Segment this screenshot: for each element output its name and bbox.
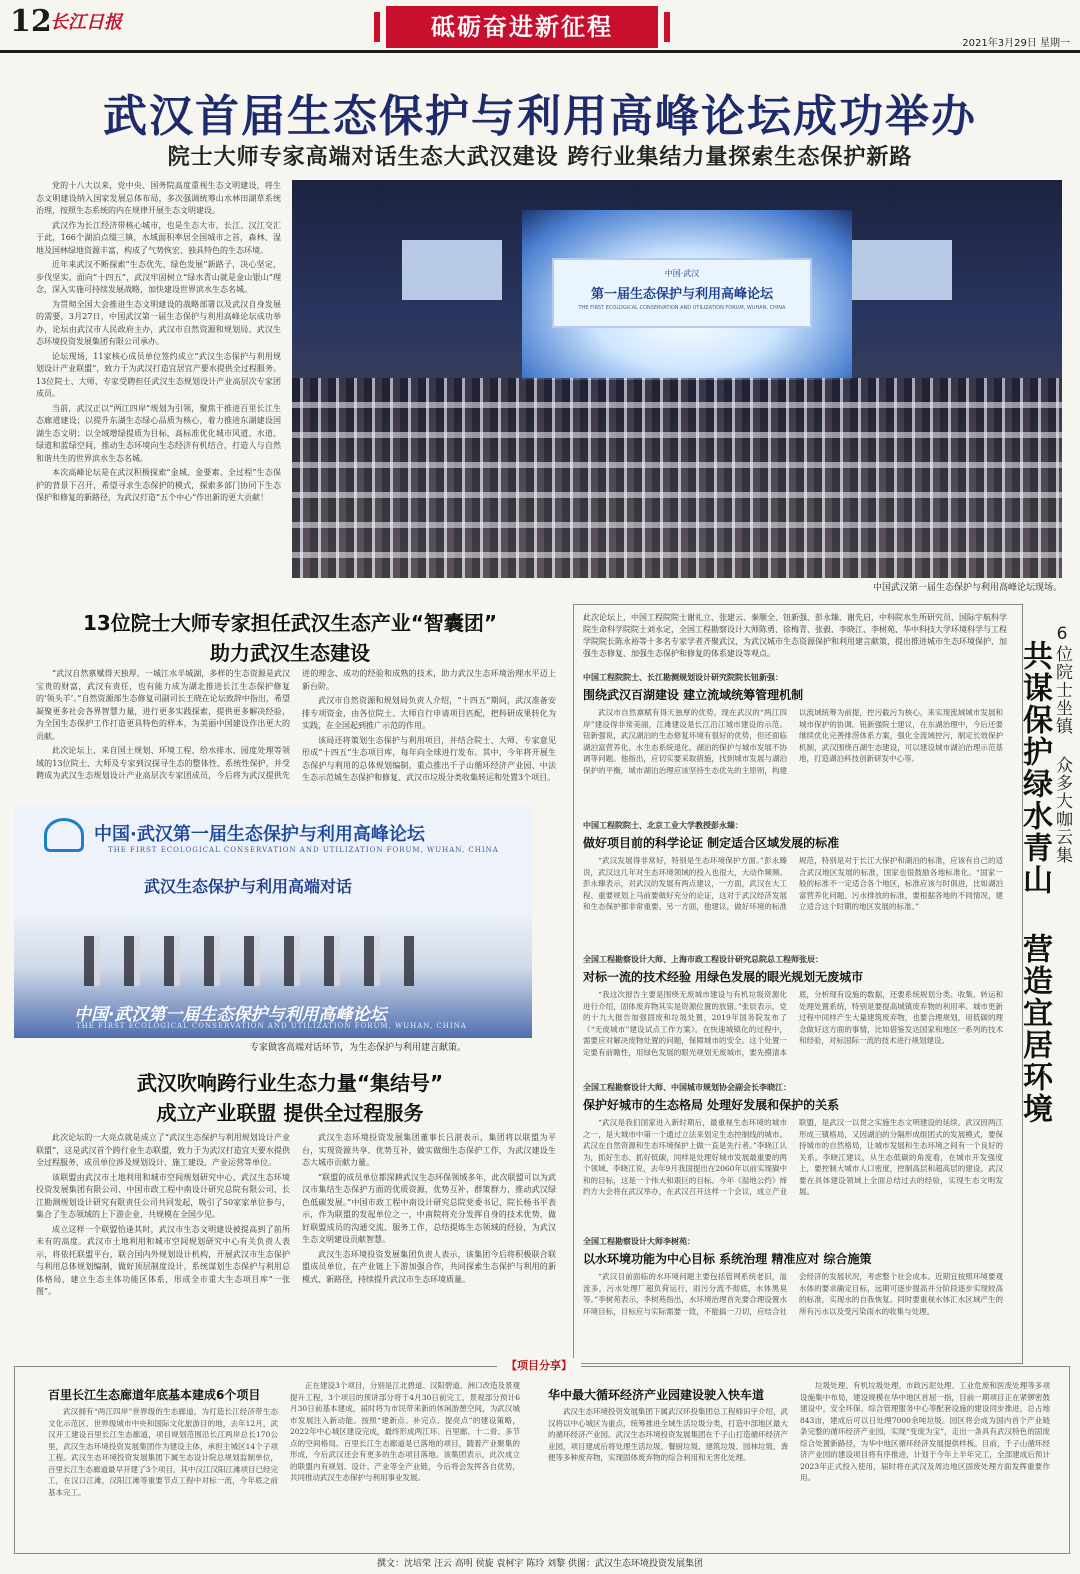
paper-name: 长江日报 <box>50 12 122 33</box>
screen-line-1: 中国·武汉 <box>664 269 700 278</box>
masthead <box>0 0 1080 56</box>
experts-vertical-title: 共谋保护绿水青山 营造宜居环境 <box>1017 640 1052 1125</box>
stage-screen <box>552 258 812 328</box>
screen-line-2: 第一届生态保护与利用高峰论坛 <box>590 287 773 302</box>
expert-name: 中国工程院院士、北京工业大学教授彭永臻： <box>583 820 743 830</box>
expert-paragraph: 武汉市自然禀赋有得天独厚的优势，现在武汉的“两江四岸”建设得非常美丽，江滩建设是长江沿江城市建设的示范。钮新强说，武汉湖泊的生态修复环境有很好的优势，但还面临湖泊富营养化、水生态系统退化、湖泊的保护与城市发展不协调等问题。他指出，应切实要采取措施，找到城市发展与湖泊保护的平衡，城市湖泊治理应该坚持生态优先的主原则，构建以流域统筹为前提，控污截污为核心，来实现流域城市发展和城市保护的协调。钮新强院士建议，在东湖治理中，今后还要继续优化完善排涝体系方案，强化全流域控污，制定长效保护机制，武汉围绕百湖生态建设，可以建设城市湖泊治理示范基地，打造湖泊科技创新研发中心等。 <box>583 708 1003 775</box>
dateline: 2021年3月29日 星期一 <box>962 38 1070 49</box>
dialogue-photo <box>14 806 532 1038</box>
expert-block <box>583 954 1003 1085</box>
forum-title-cn: 中国·武汉第一届生态保护与利用高峰论坛 <box>94 824 425 845</box>
expert-paragraph: “武汉目前面临的水环境问题主要包括管网系统老旧，溢流多，污水处理厂超负荷运行，雨污分流不彻底，水体黑臭等。”李树苑表示，李树苑指出，水环境治理首先要合理设置水环境目标，目标应与实际需要一致，不能搞一刀切，应结合社会经济的发展状况，考虑整个社会成本。近期宜按照环境要观水体的要求确定目标，远期可逐步提高并分阶段逐步实现较高的标准，实现水的自我恢复。同时要重视水体汇水区域产生的所有污水以及受污染雨水的收集与处理。 <box>583 1272 1003 1316</box>
expert-body <box>583 855 1003 951</box>
project-left-body-b <box>290 1380 520 1544</box>
forum-banner-cn: 中国·武汉第一届生态保护与利用高峰论坛 <box>74 1005 387 1025</box>
main-photo-caption: 中国武汉第一届生态保护与利用高峰论坛现场。 <box>872 583 1062 593</box>
section1-body <box>36 668 556 803</box>
expert-body <box>583 707 1003 803</box>
section2-paragraph: 该联盟由武汉市土地利用和城市空间规划研究中心、武汉生态环境投资发展集团有限公司、中国市政工程中南设计研究总院有限公司、长江勘测规划设计研究有限责任公司共同发起，吸引了50家家单位参与，集合了生态领域的上下游企业，共规模在全国少见。 <box>36 1172 290 1219</box>
project-right-title: 华中最大循环经济产业园建设驶入快车道 <box>548 1388 765 1402</box>
expert-block <box>583 1082 1003 1213</box>
intro-paragraph: 论坛现场，11家核心成员单位签约成立“武汉生态保护与利用规划设计产业联盟”，致力于为武汉打造宜居宜产要水提供全过程服务。13位院士、大师、专家受聘担任武汉生态规划设计产业高层次专家团成员。 <box>36 351 281 398</box>
expert-body <box>583 1117 1003 1213</box>
panel-guests <box>84 936 414 986</box>
expert-paragraph: “我这次报告主要是围绕无废城市建设与有机垃圾资源化进行介绍，固体废弃物其实是资源位置的放错。”张辰表示，党的十九大报告加强固废和垃圾处置，2019年国务院发布了《“无废城市”建设试点工作方案》。在快速城镇化的过程中，需要应对解决废物处置的问题，保障城市的安全。这个处置一定要有前瞻性，用绿色发展的眼光规划无废城市，要先摸清本底，分析现有设施的数据，还要系统规划分类、收集、转运和处理处置系统，特别是要提高城镇废弃物的利用率。城市更新过程中同样产生大量建筑废弃物，也要合理规划，用低碳的理念做好这方面的事情，比如借鉴发达国家和地区一系列的技术和经验，对标国际一流的技术进行规划建设。 <box>583 990 1003 1057</box>
section1-title <box>20 608 560 668</box>
intro-paragraph: 当前，武汉正以“两江四岸”规划为引领，聚焦于推进百里长江生态廊道建设；以提升东湖生态绿心品质为核心，着力推进东湖建设国湖生态文明；以全域增绿提质为目标，高标准优化城市风道、水道、绿道和蓝绿空间，推动生态环境向生态经济有机结合，打造人与自然和谐共生的世界滨水生态名城。 <box>36 403 281 463</box>
project-left-body-a <box>48 1406 278 1546</box>
main-headline: 武汉首届生态保护与利用高峰论坛成功举办 <box>103 91 977 142</box>
section1-paragraph: 武汉市自然资源和规划局负责人介绍，“十四五”期间，武汉准备安排专项资金，由各位院士、大师自行申请项目匹配，把科研成果转化为实践，在全国起到推广示范的作用。 <box>302 696 556 730</box>
expert-block <box>583 820 1003 951</box>
section2-title <box>20 1068 560 1128</box>
sub-headline: 院士大师专家高端对话生态大武汉建设 跨行业集结力量探索生态保护新路 <box>167 145 913 170</box>
expert-block <box>583 1236 1003 1351</box>
intro-paragraph: 近年来武汉不断探索“生态优先、绿色发展”新路子，决心坚定，步伐坚实。面向“十四五”，武汉牢固树立“绿水青山就是金山银山”理念，深入实施可持续发展战略，加快建设世界滨水生态名城。 <box>36 260 281 294</box>
credits-footer: 撰文：沈培荣 汪云 高明 侯旋 袁柯宇 陈玲 刘黎 供图：武汉生态环境投资发展集团 <box>376 1559 704 1569</box>
intro-article <box>36 180 281 580</box>
section-banner: 砥砺奋进新征程 <box>386 6 658 48</box>
expert-topic: 围绕武汉百湖建设 建立流域统筹管理机制 <box>583 688 804 702</box>
expert-topic: 以水环境功能为中心目标 系统治理 精准应对 综合施策 <box>583 1252 872 1266</box>
forum-title-en: THE FIRST ECOLOGICAL CONSERVATION AND UTILIZATION FORUM, WUHAN, CHINA <box>108 846 499 854</box>
intro-paragraph: 党的十八大以来，党中央、国务院高度重视生态文明建设，将生态文明建设纳入国家发展总体布局，多次强调统筹山水林田湖草系统治理，按照生态系统的内在规律开展生态文明建设。 <box>36 181 281 215</box>
expert-topic: 做好项目前的科学论证 制定适合区域发展的标准 <box>583 836 840 850</box>
left-led-screen <box>402 240 502 300</box>
project-left-title: 百里长江生态廊道年底基本建成6个项目 <box>48 1388 261 1402</box>
forum-session-title: 武汉生态保护与利用高端对话 <box>144 877 353 896</box>
project-paragraph: 正在建设3个项目，分别是江北碧道、汉阳碧道、洲口改造及景观提升工程，3个项目的预讲部分将于4月30日前完工，景观部分预计6月30日前基本建成，届时将为市民带来新的休闲游憩空间，为武汉城市发展注入新动能。按照“建新点、补完点、提亮点”的建设策略，2022年中心城区建设完成，最终形成两江环、百里廊、十二骨、多节点的空间格局。百里长江生态廊道是已落地的项目，随着产业聚集的形成，今后武汉还会有更多的生态项目落地。该集团表示，此次成立的联盟内有规划、设计、产业等全产业链，今后将会发挥各自优势，共同推动武汉生态保护与利用事业发展。 <box>290 1381 520 1482</box>
expert-block <box>583 672 1003 803</box>
right-led-screen <box>852 240 952 300</box>
section2-paragraph: 武汉生态环境投资发展集团董事长吕湛表示，集团将以联盟为平台，实现资源共享、优势互补，做实做细生态保护工作，为武汉建设生态大城市贡献力量。 <box>302 1133 556 1167</box>
forum-venue-photo <box>292 180 1062 578</box>
expert-name: 全国工程勘察设计大师、中国城市规划协会副会长李晓江： <box>583 1082 791 1092</box>
expert-name: 全国工程勘察设计大师、上海市政工程设计研究总院总工程师张辰： <box>583 954 823 964</box>
forum-logo-icon <box>44 818 84 852</box>
project-paragraph: 垃圾处理、有机垃圾处理、市政污泥处理、工业危废和医废处理等多项设施集中布局，建设规模在华中地区首屈一指，目前一期项目正在紧锣密鼓建设中，安全环保、综合管理服务中心等配套设施的建设同步推进，总占地843亩，建成后可以日处理7000余吨垃圾。园区将会成为国内首个产业链条完整的循环经济产业园，实现“变废为宝”，走出一条具有武汉特色的固废综合处置新路径，为华中地区循环经济发展提供样板。目前，千子山循环经济产业园的建设项目将有序推进，计划于今年上半年完工，全部建成后预计2023年正式投入使用，届时将在武汉及周边地区固废处理方面发挥重要作用。 <box>800 1381 1050 1482</box>
project-right-body-a <box>548 1406 788 1546</box>
expert-body <box>583 1271 1003 1351</box>
expert-name: 全国工程勘察设计大师李树苑： <box>583 1236 695 1246</box>
section1-paragraph: 该局还将策划生态保护与利用项目，并结合院士、大师、专家意见形成“十四五”生态项目库，每年向全球进行发布。其中，今年将开展生态保护与利用的总体规划编制，重点推出千子山循环经济产业园、中法生态示范城生态保护和修复、武汉市垃圾分类收集转运和处置3个项目。 <box>302 735 556 782</box>
section2-paragraph: 成立这样一个联盟恰逢其时，武汉市生态文明建设被提高到了前所未有的高度。武汉市土地利用和城市空间规划研究中心有关负责人表示，将依托联盟平台，联合国内外规划设计机构，开展武汉市生态保护与利用总体规划编制，做好顶层制度设计，系统谋划生态保护与利用总体格局，建立生态主体功能区体系，形成全市重大生态项目库“一张图”。 <box>36 1224 290 1296</box>
section1-title-line2: 助力武汉生态建设 <box>210 641 370 665</box>
intro-paragraph: 为贯彻全国大会推进生态文明建设的战略部署以及武汉自身发展的需要，3月27日，中国武汉第一届生态保护与利用高峰论坛成功举办，论坛由武汉市人民政府主办，武汉市自然资源和规划局、武汉生态环境投资发展集团有限公司承办。 <box>36 299 281 346</box>
page-number: 12 <box>10 4 52 39</box>
experts-intro: 此次论坛上，中国工程院院士谢礼立、张建云、秦顺全、钮新强、彭永臻、谢先启，中科院水生所研究员、国际宇航科学院生命科学院院士刘永定，全国工程勘察设计大师陈勇、徐梅青、张毅、李晓江、李树苑、华中科技大学环境科学与工程学院院长陈永裕等十多名专家学者齐聚武汉，为武汉城市生态资源保护和利用建言献策，提出推进城市生态环境保护、加强生态修复、加强生态保护和修复的体系建设等观点。 <box>583 613 1007 658</box>
seat-rows <box>292 378 1062 578</box>
project-right-body-b <box>800 1380 1050 1544</box>
section2-paragraph: 武汉生态环境投资发展集团负责人表示，该集团今后将积极联合联盟成员单位，在产业链上下游加强合作，共同探索生态保护与利用的新模式、新路径，持续提升武汉市生态环境质量。 <box>302 1249 556 1284</box>
project-paragraph: 武汉生态环境投资发展集团下属武汉环投集团总工程师田宇介绍，武汉将以中心城区为重点，统筹推进全域生活垃圾分类，打造中部地区最大的循环经济产业园。武汉生态环境投资发展集团在千子山打造循环经济产业园，项目建成后将处理生活垃圾、餐厨垃圾、建筑垃圾、园林垃圾、粪便等多种废弃物，实现固体废弃物的综合利用和无害化处理。 <box>548 1407 788 1462</box>
section2-body <box>36 1132 556 1352</box>
project-paragraph: 武汉拥有“两江四岸”世界级的生态廊道，为打造长江经济带生态文化示范区、世界级城市中央和国际文化旅游目的地，去年12月，武汉开工建设百里长江生态廊道，项目规划范围沿长江两岸总长170公里，武汉生态环境投资发展集团作为建设主体，承担主城区14个子项工程。武汉生态环境投资发展集团下属生态设计院总规划监制单位，百里长江生态廊道最早开建了3个项目，其中汉江汉阳江滩项目已经完工，在汉口江滩，汉阳江滩等重要节点工程中对标一流，今年底之前基本完工。 <box>48 1407 278 1497</box>
section2-paragraph: “联盟的成员单位都深耕武汉生态环保领域多年，此次联盟可以为武汉市集结生态保护方面的优质资源，优势互补，群策群力，推动武汉绿色低碳发展。”中国市政工程中南设计研究总院党委书记、院长杨书平表示，作为联盟的发起单位之一，中南院将充分发挥自身的技术优势，做好联盟成员的沟通交流、服务工作，总结提炼生态领域的经验，为武汉生态文明建设贡献智慧。 <box>302 1172 556 1244</box>
screen-line-3: THE FIRST ECOLOGICAL CONSERVATION AND UTILIZATION FORUM, WUHAN, CHINA <box>578 305 786 311</box>
section1-title-line1: 13位院士大师专家担任武汉生态产业“智囊团” <box>82 611 498 635</box>
section2-title-line2: 成立产业联盟 提供全过程服务 <box>156 1101 424 1125</box>
expert-topic: 保护好城市的生态格局 处理好发展和保护的关系 <box>583 1098 840 1112</box>
dialogue-photo-caption: 专家做客高端对话环节，为生态保护与利用建言献策。 <box>250 1043 467 1053</box>
section1-paragraph: 此次论坛上，来自国土规划、环境工程、给水排水、园度处理等领域的13位院士、大师及专家到汉探寻生态的整体性、系统性保护，并受聘成为武汉生态规划设计产业高层次专家团成员，今后将为武汉提供先进的理念、成功的经验和成熟的技术，助力武汉生态环境治理水平迈上新台阶。 <box>36 669 556 780</box>
section2-title-line1: 武汉吹响跨行业生态力量“集结号” <box>136 1071 444 1095</box>
expert-body <box>583 989 1003 1085</box>
expert-topic: 对标一流的技术经验 用绿色发展的眼光规划无废城市 <box>583 970 864 984</box>
section2-paragraph: 此次论坛的一大亮点就是成立了“武汉生态保护与利用规划设计产业联盟”，这是武汉首个跨行业生态联盟，致力于为武汉打造宜天要水提供全过程服务，成员单位涉及规划设计、施工建设、产业运营等单位。 <box>36 1133 290 1167</box>
intro-paragraph: 武汉作为长江经济带核心城市，也是生态大市，长江、汉江交汇于此，166个湖泊点缀三镇，水域面积率居全国城市之首，森林、湿地及国林绿地资源丰富，构成了气势恢宏、独具特色的生态环境。 <box>36 220 281 255</box>
section1-paragraph: “武汉自然禀赋得天独厚，一城江水半城湖，多样的生态资源是武汉宝贵的财富，武汉有责任，也有能力成为湖北推进长江生态保护修复的‘领头羊’。”自然资源部生态修复司副司长王晓在论坛致辞中指出，希望凝聚更多社会各界智慧力量，进行更多实践探索，提供更多解决经验，为全国生态保护工作打造更具特色的样本，为美丽中国建设作出更大的贡献。 <box>36 669 290 741</box>
experts-vertical-subtitle: 6位院士坐镇 众多大咖云集 <box>1052 624 1072 864</box>
expert-paragraph: “武汉是我们国家进入新时期后，最重视生态环境的城市之一，是大城市中第一个通过立法来划定生态控制线的城市。武汉在自然资源和生态环境保护上做一直是先行者。”李晓江认为，抓好生态、抓好低碳，同样是处理好城市发展最重要的两个领域。李晓江说，去年9月我国提出在2060年以前实现碳中和的目标，这是一个伟大和艰巨的目标。今年《湿地公约》缔约方大会将在武汉举办，在武汉召开这样一个会议，成立产业联盟，是武汉一以贯之实施生态文明建设的延续。武汉因两江形成三镇格局，又因湖泊的分隔形成组团式的发展模式，要保持城市的自然格局，让城市发展和生态环境之间有一个良好的关系。李晓江建议，从生态低碳的角度看，在城市开发强度上，要控制大城市人口密度，控制高层和超高层的建设。武汉要在具体建设领域上全面总结过去的经验，实现生态文明发展。 <box>583 1118 1003 1196</box>
forum-banner-en: THE FIRST ECOLOGICAL CONSERVATION AND UTILIZATION FORUM, WUHAN, CHINA <box>76 1022 467 1030</box>
masthead-rule <box>0 50 1080 53</box>
intro-paragraph: 本次高峰论坛是在武汉积极探索“金城、金要素、全过程”生态保护的背景下召开，希望寻求生态保护的模式，探索多部门协同下生态保护和修复的新路径，为武汉打造“五个中心”作出新的更大贡献！ <box>36 468 281 502</box>
expert-paragraph: “武汉发展得非常好，特别是生态环境保护方面。”彭永臻说，武汉这几年对生态环境领域的投入也很大，大动作频频。彭永臻表示，对武汉的发展有两点建议，一方面，武汉在大工程、重要规划上马前要做好充分的论证，这对于武汉经济发展和生态保护都非常重要。另一方面，他建议，做好环境的标准规范，特别是对于长江大保护和湖泊的标准，应该有自己的适合武汉地区发展的标准，国家也很鼓励各地标准化。“国家一般的标准不一定适合各个地区，标准应该与时俱进，比如湖泊富营养化问题、污水排放的标准，要根据各地的不同情况，建立适合这个时期的地区发展的标准。” <box>583 856 1003 911</box>
project-share-tag: 【项目分享】 <box>497 1358 581 1374</box>
expert-name: 中国工程院院士、长江勘测规划设计研究院院长钮新强： <box>583 672 783 682</box>
